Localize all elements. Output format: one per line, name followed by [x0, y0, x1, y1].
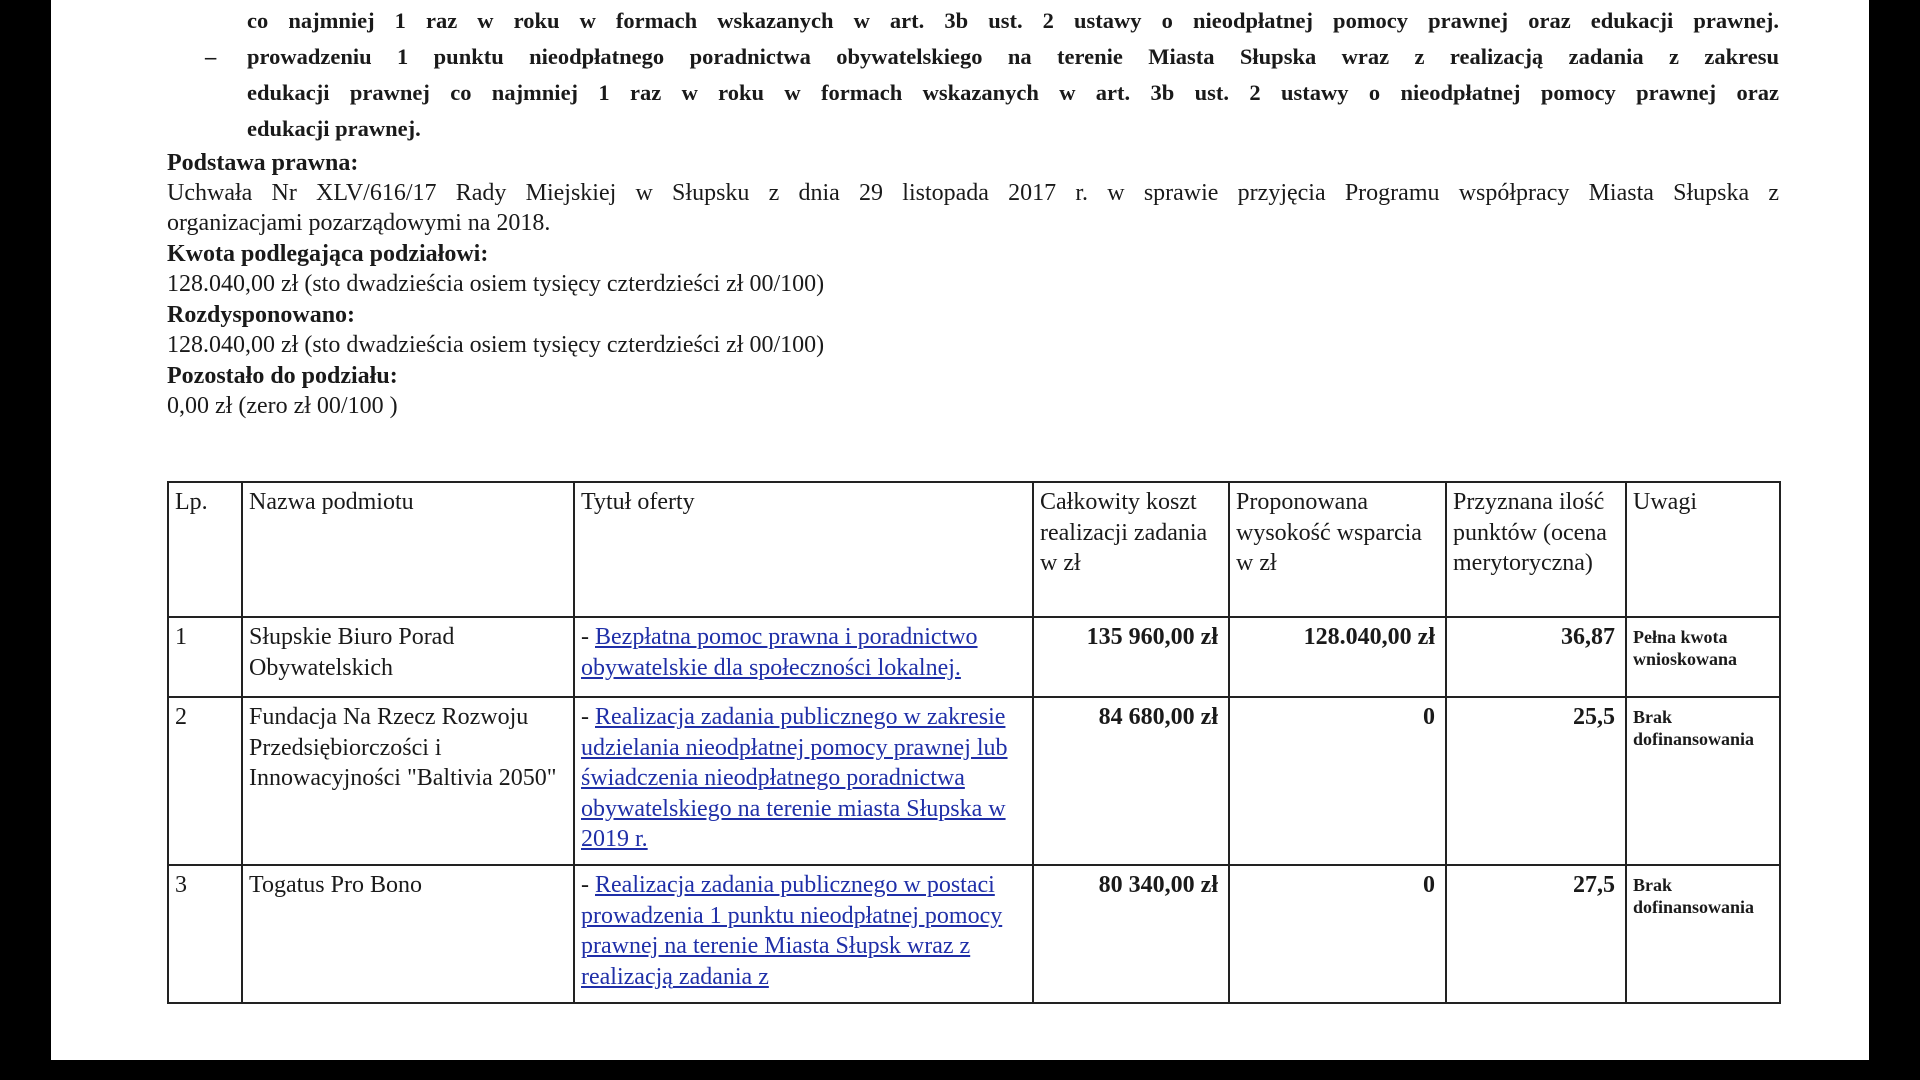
allocated-value: 128.040,00 zł (sto dwadzieścia osiem tysięcy czterdzieści zł 00/100) — [167, 332, 825, 358]
header-notes: Uwagi — [1626, 482, 1780, 617]
offer-title-link[interactable]: Realizacja zadania publicznego w postaci prowadzenia 1 punktu nieodpłatnej pomocy prawnej na terenie Miasta Słupsk wraz z realizacją zadania z — [581, 872, 1003, 990]
list-item-1-continuation: co najmniej 1 raz w roku w formach wskazanych w art. 3b ust. 2 ustawy o nieodpłatnej pomocy prawnej oraz edukacji prawnej. — [247, 8, 1779, 33]
title-prefix: - — [581, 704, 589, 730]
offers-table — [167, 481, 1781, 1004]
cell-name: Fundacja Na Rzecz Rozwoju Przedsiębiorczości i Innowacyjności "Baltivia 2050" — [242, 697, 574, 865]
header-lp: Lp. — [168, 482, 242, 617]
header-title: Tytuł oferty — [574, 482, 1033, 617]
cell-lp: 1 — [168, 617, 242, 697]
list-dash: – — [205, 44, 217, 69]
legal-basis-line-1: Uchwała Nr XLV/616/17 Rady Miejskiej w Słupsku z dnia 29 listopada 2017 r. w sprawie przyjęcia Programu współpracy Miasta Słupska z — [167, 180, 1779, 206]
remaining-value: 0,00 zł (zero zł 00/100 ) — [167, 393, 398, 419]
title-prefix: - — [581, 872, 589, 898]
table-row — [168, 865, 1780, 1003]
allocated-label: Rozdysponowano: — [167, 302, 356, 328]
cell-notes: Pełna kwota wnioskowana — [1626, 617, 1780, 697]
header-total-cost: Całkowity koszt realizacji zadania w zł — [1033, 482, 1229, 617]
legal-basis-line-2: organizacjami pozarządowymi na 2018. — [167, 210, 551, 236]
table-row — [168, 617, 1780, 697]
cell-points: 36,87 — [1446, 617, 1626, 697]
remaining-label: Pozostało do podziału: — [167, 363, 398, 389]
cell-points: 27,5 — [1446, 865, 1626, 1003]
amount-to-divide-value: 128.040,00 zł (sto dwadzieścia osiem tysięcy czterdzieści zł 00/100) — [167, 271, 825, 297]
cell-title — [574, 617, 1033, 697]
table-header-row — [168, 482, 1780, 617]
cell-points: 25,5 — [1446, 697, 1626, 865]
cell-title — [574, 697, 1033, 865]
cell-total-cost: 84 680,00 zł — [1033, 697, 1229, 865]
header-name: Nazwa podmiotu — [242, 482, 574, 617]
cell-notes: Brak dofinansowania — [1626, 865, 1780, 1003]
list-item-2-line-1: prowadzeniu 1 punktu nieodpłatnego poradnictwa obywatelskiego na terenie Miasta Słupska wraz z realizacją zadania z zakresu — [247, 44, 1779, 69]
cell-proposed: 0 — [1229, 865, 1446, 1003]
list-item-2-line-2: edukacji prawnej co najmniej 1 raz w roku w formach wskazanych w art. 3b ust. 2 ustawy o nieodpłatnej pomocy prawnej oraz — [247, 80, 1779, 105]
table-row — [168, 697, 1780, 865]
offer-title-link[interactable]: Realizacja zadania publicznego w zakresie udzielania nieodpłatnej pomocy prawnej lub świadczenia nieodpłatnego poradnictwa obywatelskiego na terenie miasta Słupska w 2019 r. — [581, 704, 1008, 852]
amount-to-divide-label: Kwota podlegająca podziałowi: — [167, 241, 489, 267]
cell-lp: 3 — [168, 865, 242, 1003]
cell-total-cost: 135 960,00 zł — [1033, 617, 1229, 697]
list-item-2-line-3: edukacji prawnej. — [247, 116, 421, 141]
offer-title-link[interactable]: Bezpłatna pomoc prawna i poradnictwo obywatelskie dla społeczności lokalnej. — [581, 624, 978, 681]
header-points: Przyznana ilość punktów (ocena merytoryczna) — [1446, 482, 1626, 617]
cell-title — [574, 865, 1033, 1003]
title-prefix: - — [581, 624, 589, 650]
cell-notes: Brak dofinansowania — [1626, 697, 1780, 865]
cell-proposed: 128.040,00 zł — [1229, 617, 1446, 697]
legal-basis-label: Podstawa prawna: — [167, 150, 359, 176]
cell-total-cost: 80 340,00 zł — [1033, 865, 1229, 1003]
cell-proposed: 0 — [1229, 697, 1446, 865]
cell-name: Słupskie Biuro Porad Obywatelskich — [242, 617, 574, 697]
header-proposed: Proponowana wysokość wsparcia w zł — [1229, 482, 1446, 617]
cell-name: Togatus Pro Bono — [242, 865, 574, 1003]
cell-lp: 2 — [168, 697, 242, 865]
